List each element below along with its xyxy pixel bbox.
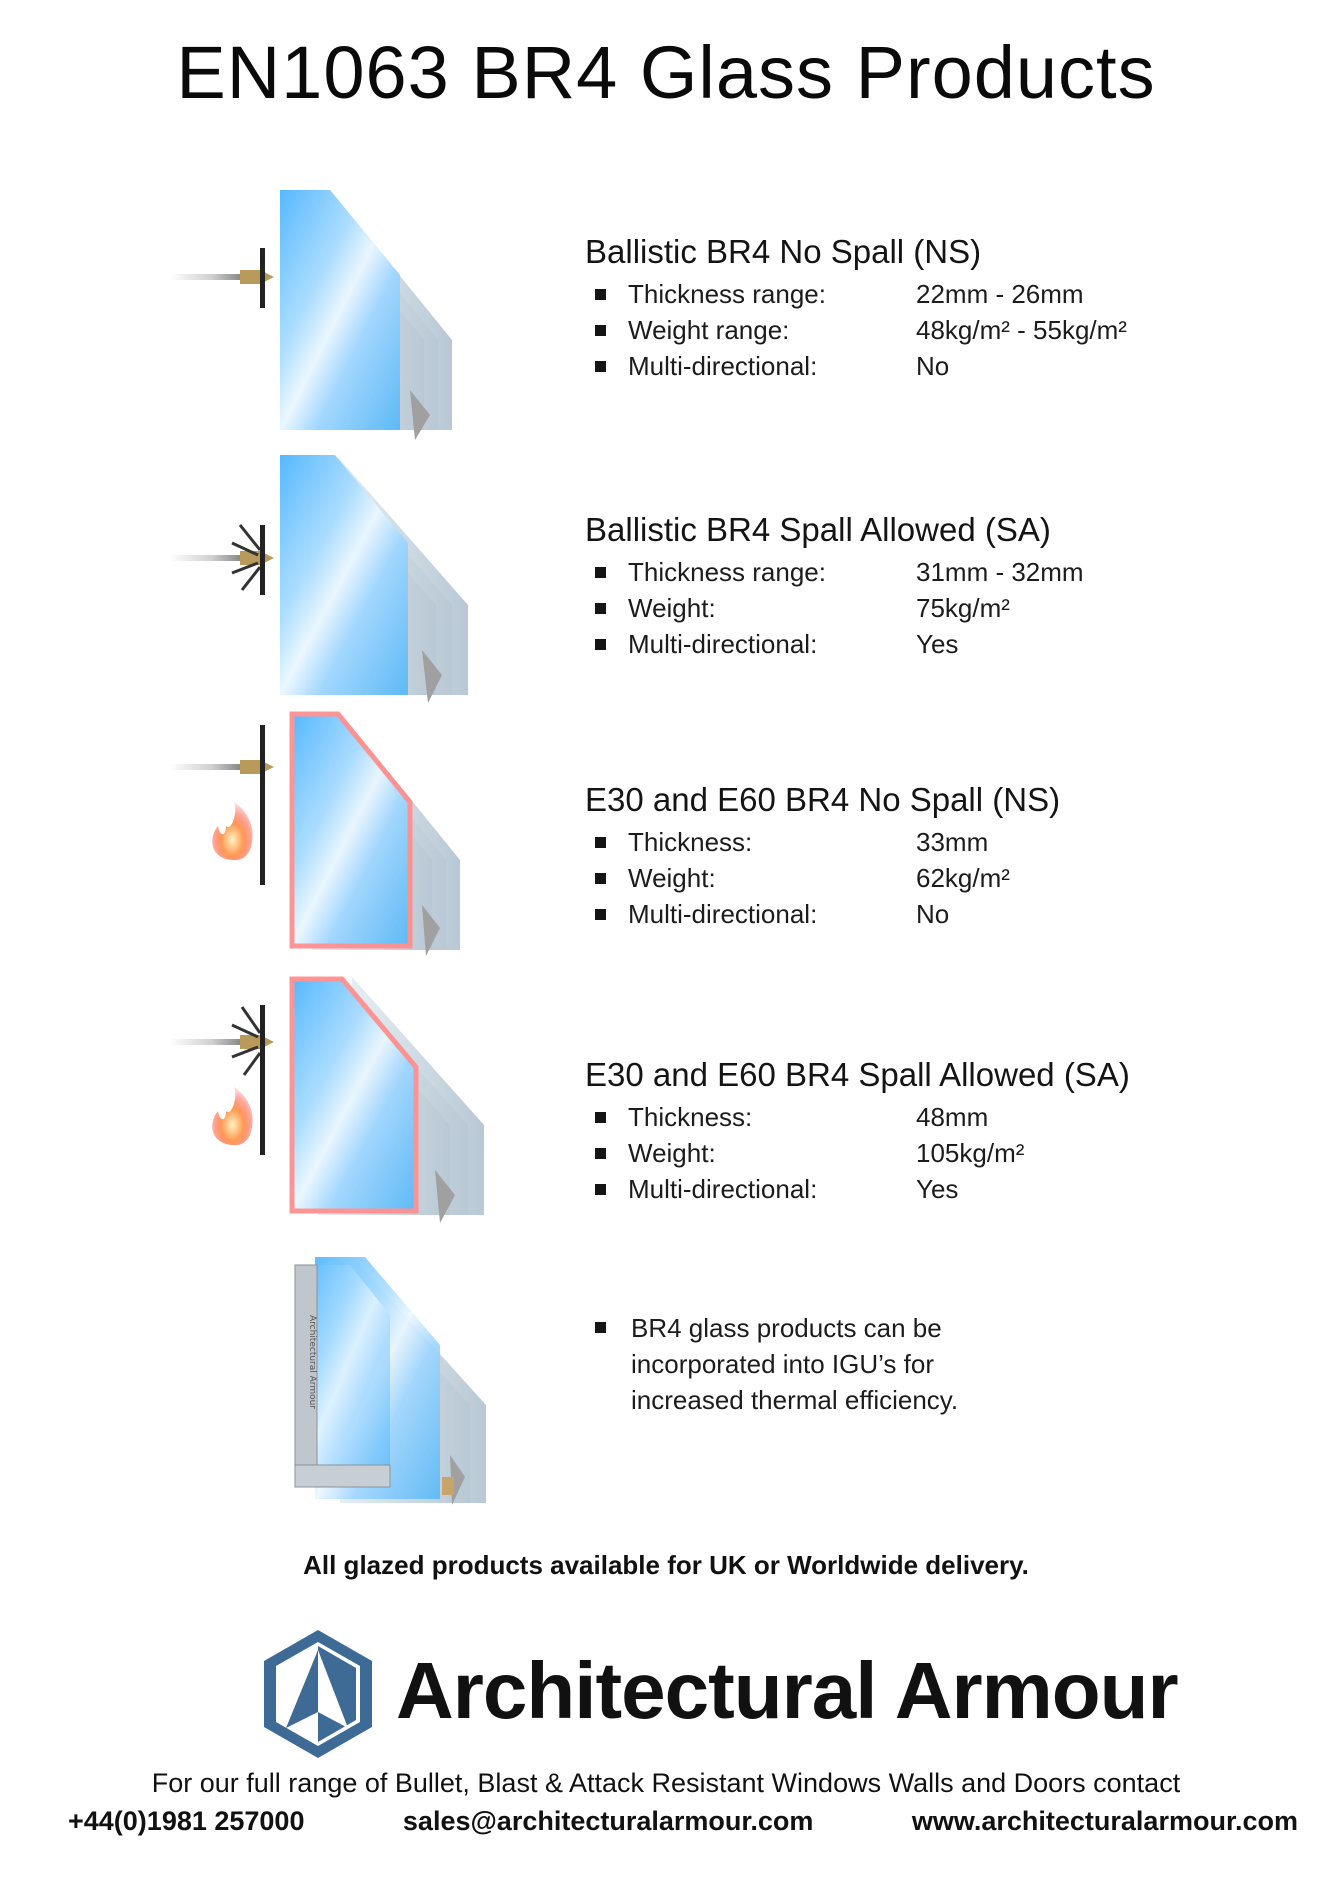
product-title: Ballistic BR4 Spall Allowed (SA) [585,511,1051,548]
spec-row [585,1099,1225,1135]
spec-label: Thickness: [628,826,753,857]
spec-label: Weight: [628,592,716,623]
logo-icon [262,1628,374,1760]
spec-row [585,554,1225,590]
spec-value: Yes [916,628,959,659]
flame-icon [212,1087,252,1145]
bullet-square-icon [595,837,606,848]
spec-value: 48mm [916,1101,989,1132]
spec-value: 105kg/m² [916,1137,1025,1168]
bullet-square-icon [595,639,606,650]
spec-label: Multi-directional: [628,350,818,381]
delivery-note: All glazed products available for UK or Worldwide delivery. [303,1550,1029,1580]
bullet-icon [170,270,274,284]
spec-value: No [916,350,950,381]
product-spec-fire-ns [585,780,1225,932]
phone-link[interactable]: +44(0)1981 257000 [68,1806,305,1836]
flame-icon [212,802,252,860]
website-link[interactable]: www.architecturalarmour.com [911,1806,1298,1836]
bullet-square-icon [595,567,606,578]
spec-label: Weight: [628,1137,716,1168]
spec-label: Thickness range: [628,278,826,309]
bullet-square-icon [595,603,606,614]
product-spec-ballistic-ns [585,232,1225,384]
spec-value: 48kg/m² - 55kg/m² [916,314,1127,345]
spec-label: Thickness: [628,1101,753,1132]
bullet-square-icon [595,325,606,336]
spec-value: 62kg/m² [916,862,1010,893]
spec-label: Multi-directional: [628,628,818,659]
product-title: Ballistic BR4 No Spall (NS) [585,233,982,270]
contact-details [68,1806,1298,1837]
spec-label: Weight range: [628,314,790,345]
page-title: EN1063 BR4 Glass Products [176,31,1156,114]
spec-value: 75kg/m² [916,592,1010,623]
glass-pane-icon [160,1255,520,1515]
spec-label: Weight: [628,862,716,893]
bullet-square-icon [595,873,606,884]
spec-row [585,896,1225,932]
product-title: E30 and E60 BR4 Spall Allowed (SA) [585,1056,1130,1093]
glass-pane-icon [160,975,520,1235]
bullet-icon [170,551,274,565]
spec-value: 31mm - 32mm [916,556,1084,587]
bullet-icon [170,760,274,774]
spec-label: Thickness range: [628,556,826,587]
bullet-square-icon [595,909,606,920]
spec-label: Multi-directional: [628,1173,818,1204]
bullet-square-icon [595,289,606,300]
spec-row [585,276,1225,312]
spec-row [585,1135,1225,1171]
email-link[interactable]: sales@architecturalarmour.com [402,1806,814,1836]
product-title: E30 and E60 BR4 No Spall (NS) [585,781,1061,818]
bullet-square-icon [595,361,606,372]
spec-row [585,860,1225,896]
bullet-square-icon [595,1184,606,1195]
spec-row [585,590,1225,626]
spec-row [585,626,1225,662]
product-spec-ballistic-sa [585,510,1225,662]
spec-label: Multi-directional: [628,898,818,929]
glass-pane-icon [160,190,520,450]
spec-row [585,1171,1225,1207]
igu-note-line: incorporated into IGU’s for [631,1349,934,1379]
product-spec-fire-sa [585,1055,1225,1207]
glass-pane-icon [160,710,520,970]
bullet-icon [170,1035,274,1049]
igu-note-line: increased thermal efficiency. [631,1385,959,1415]
bullet-square-icon [595,1148,606,1159]
spec-row [585,824,1225,860]
spec-row [585,312,1225,348]
spec-value: No [916,898,950,929]
bullet-square-icon [595,1322,606,1333]
spacer-label: Architectural Armour [307,1315,317,1410]
brand-name: Architectural Armour [396,1646,1178,1735]
spec-row [585,348,1225,384]
spec-value: 22mm - 26mm [916,278,1084,309]
spec-value: Yes [916,1173,959,1204]
bullet-square-icon [595,1112,606,1123]
spec-value: 33mm [916,826,989,857]
igu-note [595,1310,1155,1418]
glass-pane-icon [160,455,520,715]
igu-note-line: BR4 glass products can be [631,1313,942,1343]
contact-intro: For our full range of Bullet, Blast & Attack Resistant Windows Walls and Doors contact [151,1768,1181,1798]
